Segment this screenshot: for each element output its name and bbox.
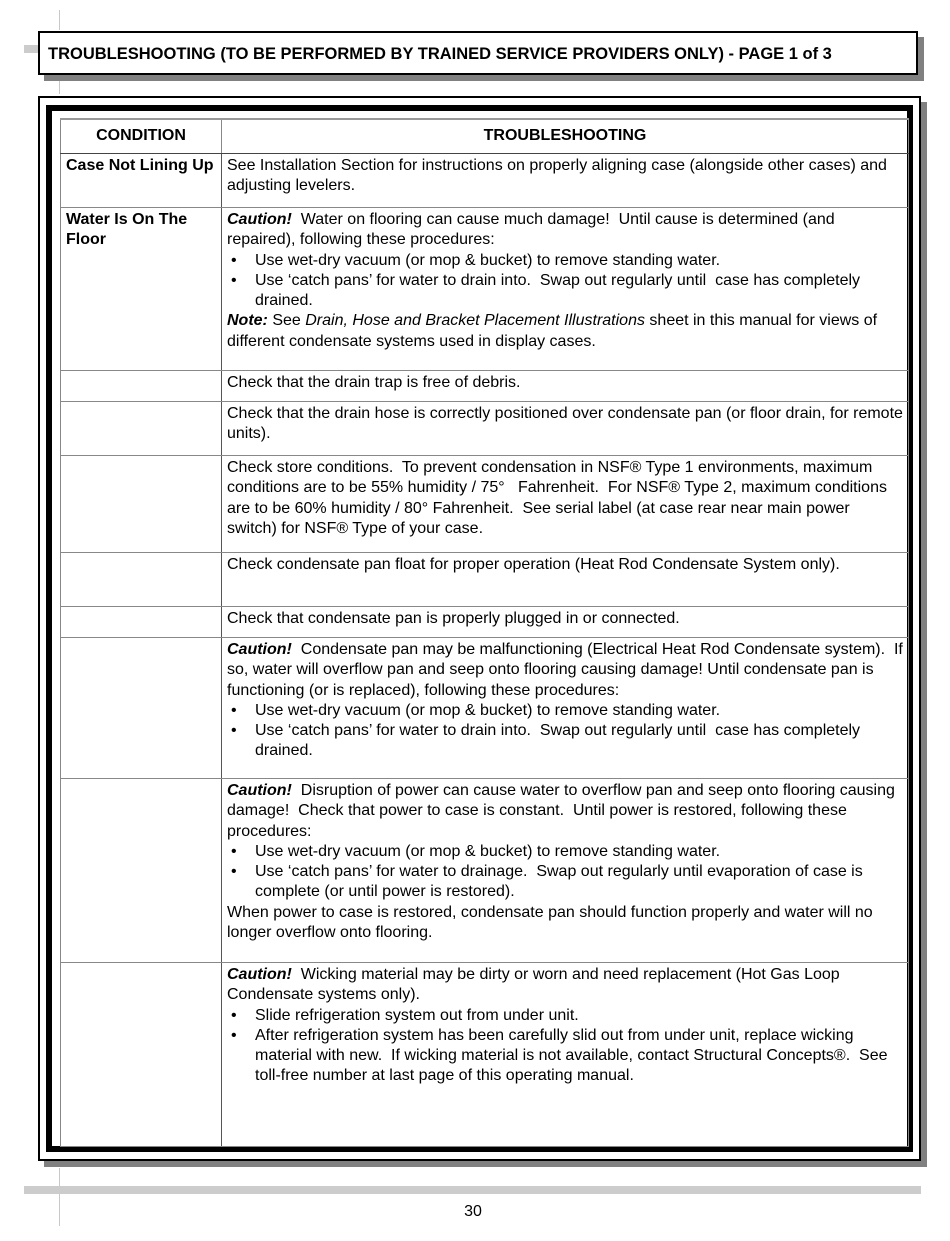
- paragraph: [227, 903, 903, 944]
- condition-cell: [61, 963, 222, 1147]
- text: See: [267, 312, 306, 330]
- table-row: [61, 553, 909, 607]
- text: Disruption of power can cause water to overflow pan and seep onto flooring causing damage! Check that power to case is constant. Until power is restored, following these procedures:: [227, 782, 900, 840]
- bullet-item: [227, 862, 903, 903]
- emphasis-label: Caution!: [227, 966, 292, 983]
- troubleshooting-table: [60, 118, 909, 1147]
- table-row: [61, 779, 909, 963]
- paragraph: [227, 640, 908, 701]
- troubleshooting-cell: [222, 553, 909, 607]
- condition-cell: [61, 779, 222, 963]
- table-border: [46, 105, 913, 1152]
- paragraph: [227, 404, 908, 445]
- text: Check that condensate pan is properly plugged in or connected.: [227, 610, 680, 627]
- paragraph: [227, 458, 903, 539]
- text: Water on flooring can cause much damage! Until cause is determined (and repaired), following these procedures:: [227, 211, 840, 249]
- text: Use ‘catch pans’ for water to drainage. Swap out regularly until evaporation of case is complete (or until power is restored).: [255, 863, 868, 901]
- condition-cell: [61, 402, 222, 456]
- condition-cell: Water Is On The Floor: [61, 208, 222, 371]
- bullet-item: [227, 842, 903, 862]
- troubleshooting-cell: [222, 402, 909, 456]
- bullet-item: [227, 251, 903, 271]
- text: Slide refrigeration system out from under unit.: [255, 1006, 579, 1024]
- emphasis-label: Caution!: [227, 211, 292, 228]
- emphasis-label: Caution!: [227, 782, 292, 799]
- paragraph: [227, 373, 903, 393]
- bullet-item: [227, 701, 903, 721]
- footer-bar: [24, 1186, 921, 1194]
- text: Use wet-dry vacuum (or mop & bucket) to remove standing water.: [255, 842, 721, 860]
- table-header-row: [61, 119, 909, 154]
- condition-cell: [61, 553, 222, 607]
- table-frame: [38, 96, 921, 1161]
- troubleshooting-cell: [222, 963, 909, 1147]
- paragraph: [227, 210, 903, 251]
- text: sheet in this manual for views of different condensate systems used in display cases.: [227, 312, 882, 350]
- condition-header: CONDITION: [61, 119, 222, 154]
- margin-line: [59, 80, 60, 94]
- bullet-item: [227, 1006, 903, 1026]
- troubleshooting-cell: [222, 607, 909, 638]
- reference-title: Drain, Hose and Bracket Placement Illustrations: [305, 312, 645, 330]
- text: After refrigeration system has been carefully slid out from under unit, replace wicking material with new. If wicking material is not available, contact Structural Concepts®. See toll-free number at last page of this operating manual.: [255, 1026, 892, 1085]
- margin-line: [59, 10, 60, 30]
- table-row: [61, 963, 909, 1147]
- paragraph: [227, 609, 903, 629]
- text: Use wet-dry vacuum (or mop & bucket) to remove standing water.: [255, 701, 721, 719]
- troubleshooting-cell: [222, 638, 909, 779]
- text: Condensate pan may be malfunctioning (Electrical Heat Rod Condensate system). If so, water will overflow pan and seep onto flooring causing damage! Until condensate pan is functioning (or is replaced), following these procedures:: [227, 641, 908, 699]
- paragraph: [227, 965, 903, 1006]
- troubleshooting-cell: [222, 779, 909, 963]
- bullet-item: [227, 271, 903, 312]
- emphasis-label: Caution!: [227, 641, 292, 658]
- troubleshooting-cell: [222, 456, 909, 553]
- table-row: [61, 208, 909, 371]
- troubleshooting-cell: [222, 208, 909, 371]
- emphasis-label: Note:: [227, 312, 268, 330]
- paragraph: [227, 555, 903, 575]
- paragraph: [227, 156, 903, 197]
- bullet-item: [227, 1026, 903, 1087]
- table-row: [61, 402, 909, 456]
- condition-cell: [61, 607, 222, 638]
- text: Check condensate pan float for proper operation (Heat Rod Condensate System only).: [227, 556, 840, 573]
- condition-cell: [61, 371, 222, 402]
- table-row: [61, 607, 909, 638]
- text: Check store conditions. To prevent condensation in NSF® Type 1 environments, maximum conditions are to be 55% humidity / 75° Fahrenheit. For NSF® Type 2, maximum conditions are to be 60% humidity / 80° Fahrenheit. See serial label (at case rear near main power switch) for NSF® Type of your case.: [227, 459, 892, 537]
- condition-cell: [61, 638, 222, 779]
- troubleshooting-header: TROUBLESHOOTING: [222, 119, 909, 154]
- condition-cell: Case Not Lining Up: [61, 154, 222, 208]
- troubleshooting-cell: [222, 371, 909, 402]
- paragraph: [227, 311, 903, 352]
- text: Use wet-dry vacuum (or mop & bucket) to remove standing water.: [255, 251, 721, 269]
- text: Check that the drain hose is correctly positioned over condensate pan (or floor drain, for remote units).: [227, 405, 908, 443]
- page-number: 30: [464, 1203, 482, 1220]
- text: Use ‘catch pans’ for water to drain into. Swap out regularly until case has completely drained.: [255, 271, 865, 310]
- title-box: [38, 31, 918, 75]
- condition-cell: [61, 456, 222, 553]
- text: Check that the drain trap is free of debris.: [227, 374, 521, 391]
- page-title: TROUBLESHOOTING (TO BE PERFORMED BY TRAINED SERVICE PROVIDERS ONLY) - PAGE 1 of 3: [48, 45, 832, 63]
- text: See Installation Section for instructions on properly aligning case (alongside other cases) and adjusting levelers.: [227, 157, 892, 195]
- troubleshooting-cell: [222, 154, 909, 208]
- paragraph: [227, 781, 903, 842]
- table-row: [61, 371, 909, 402]
- text: When power to case is restored, condensate pan should function properly and water will no longer overflow onto flooring.: [227, 903, 878, 942]
- bullet-item: [227, 721, 903, 762]
- text: Wicking material may be dirty or worn and need replacement (Hot Gas Loop Condensate systems only).: [227, 966, 845, 1004]
- text: Use ‘catch pans’ for water to drain into. Swap out regularly until case has completely drained.: [255, 722, 865, 760]
- table-row: [61, 456, 909, 553]
- table-row: [61, 638, 909, 779]
- table-row: [61, 154, 909, 208]
